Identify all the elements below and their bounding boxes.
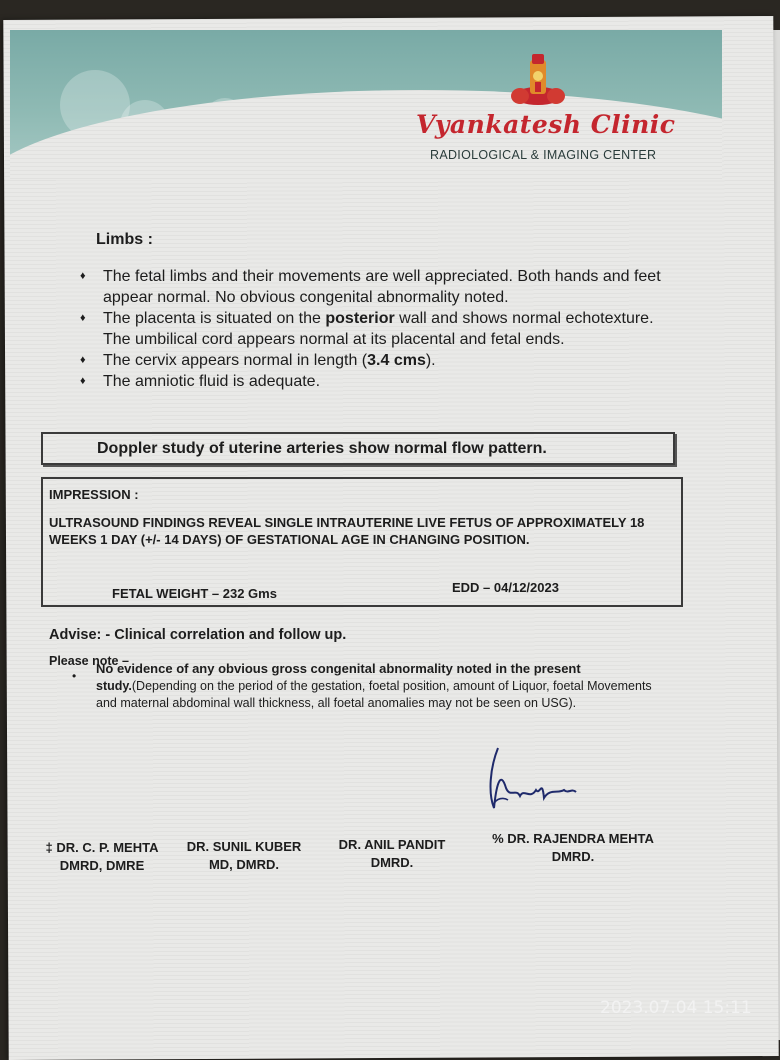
finding-emphasis: 3.4 cms [367, 352, 426, 369]
doctor-4 [478, 830, 668, 866]
doctor-mark: ‡ [45, 840, 53, 855]
signature [480, 738, 590, 828]
note-line-1: No evidence of any obvious gross congenital abnormality noted in the present [96, 661, 581, 676]
doctor-3 [322, 836, 462, 872]
finding-text: The placenta is situated on the [103, 310, 326, 327]
impression-heading: IMPRESSION : [49, 487, 139, 502]
doctor-degree: DMRD, DMRE [59, 858, 145, 873]
findings-list [80, 266, 680, 392]
doctor-degree: DMRD. [551, 849, 595, 864]
finding-placenta [80, 308, 680, 350]
finding-amniotic [80, 371, 680, 392]
finding-cervix [80, 350, 680, 371]
advise-line: Advise: - Clinical correlation and follow up. [49, 627, 347, 643]
note-line-2 [96, 679, 652, 693]
limbs-heading: Limbs : [96, 231, 153, 248]
doctor-name: DR. ANIL PANDIT [338, 837, 446, 852]
doctor-degree: DMRD. [370, 855, 414, 870]
note-text: (Depending on the period of the gestation, foetal position, amount of Liquor, foetal Movements [131, 679, 652, 693]
edd-date: EDD – 04/12/2023 [452, 580, 559, 595]
photo-timestamp: 2023.07.04 15:11 [600, 998, 752, 1018]
note-line-3: and maternal abdominal wall thickness, all foetal anomalies may not be seen on USG). [96, 696, 577, 710]
note-bullet: • [72, 669, 77, 683]
note-emphasis: study. [96, 679, 132, 693]
finding-text: The amniotic fluid is adequate. [103, 373, 321, 390]
finding-limbs [80, 266, 680, 308]
doctor-degree: MD, DMRD. [208, 857, 280, 872]
deity-emblem-icon [506, 52, 570, 112]
finding-text: The cervix appears normal in length ( [103, 352, 368, 369]
doctor-name: DR. SUNIL KUBER [186, 839, 302, 854]
clinic-name: Vyankatesh Clinic [416, 110, 676, 139]
please-note-heading: Please note – [49, 654, 129, 668]
doctor-name: % DR. RAJENDRA MEHTA [492, 831, 654, 846]
doctor-2 [174, 838, 314, 874]
finding-text: wall and shows normal echotexture. The umbilical cord appears normal at its placental and fetal ends. [103, 310, 654, 348]
finding-text: ). [425, 352, 436, 369]
clinic-subtitle: RADIOLOGICAL & IMAGING CENTER [430, 148, 657, 162]
doctor-1 [32, 839, 172, 875]
finding-emphasis: posterior [325, 310, 395, 327]
finding-text: The fetal limbs and their movements are well appreciated. Both hands and feet appear normal. No obvious congenital abnormality noted. [103, 268, 661, 306]
doctor-name: DR. C. P. MEHTA [56, 840, 159, 855]
fetal-weight: FETAL WEIGHT – 232 Gms [112, 586, 277, 601]
impression-body: ULTRASOUND FINDINGS REVEAL SINGLE INTRAUTERINE LIVE FETUS OF APPROXIMATELY 18 WEEKS 1 DAY (+/- 14 DAYS) OF GESTATIONAL AGE IN CHANGING POSITION. [49, 515, 645, 547]
doppler-statement: Doppler study of uterine arteries show normal flow pattern. [97, 440, 547, 457]
